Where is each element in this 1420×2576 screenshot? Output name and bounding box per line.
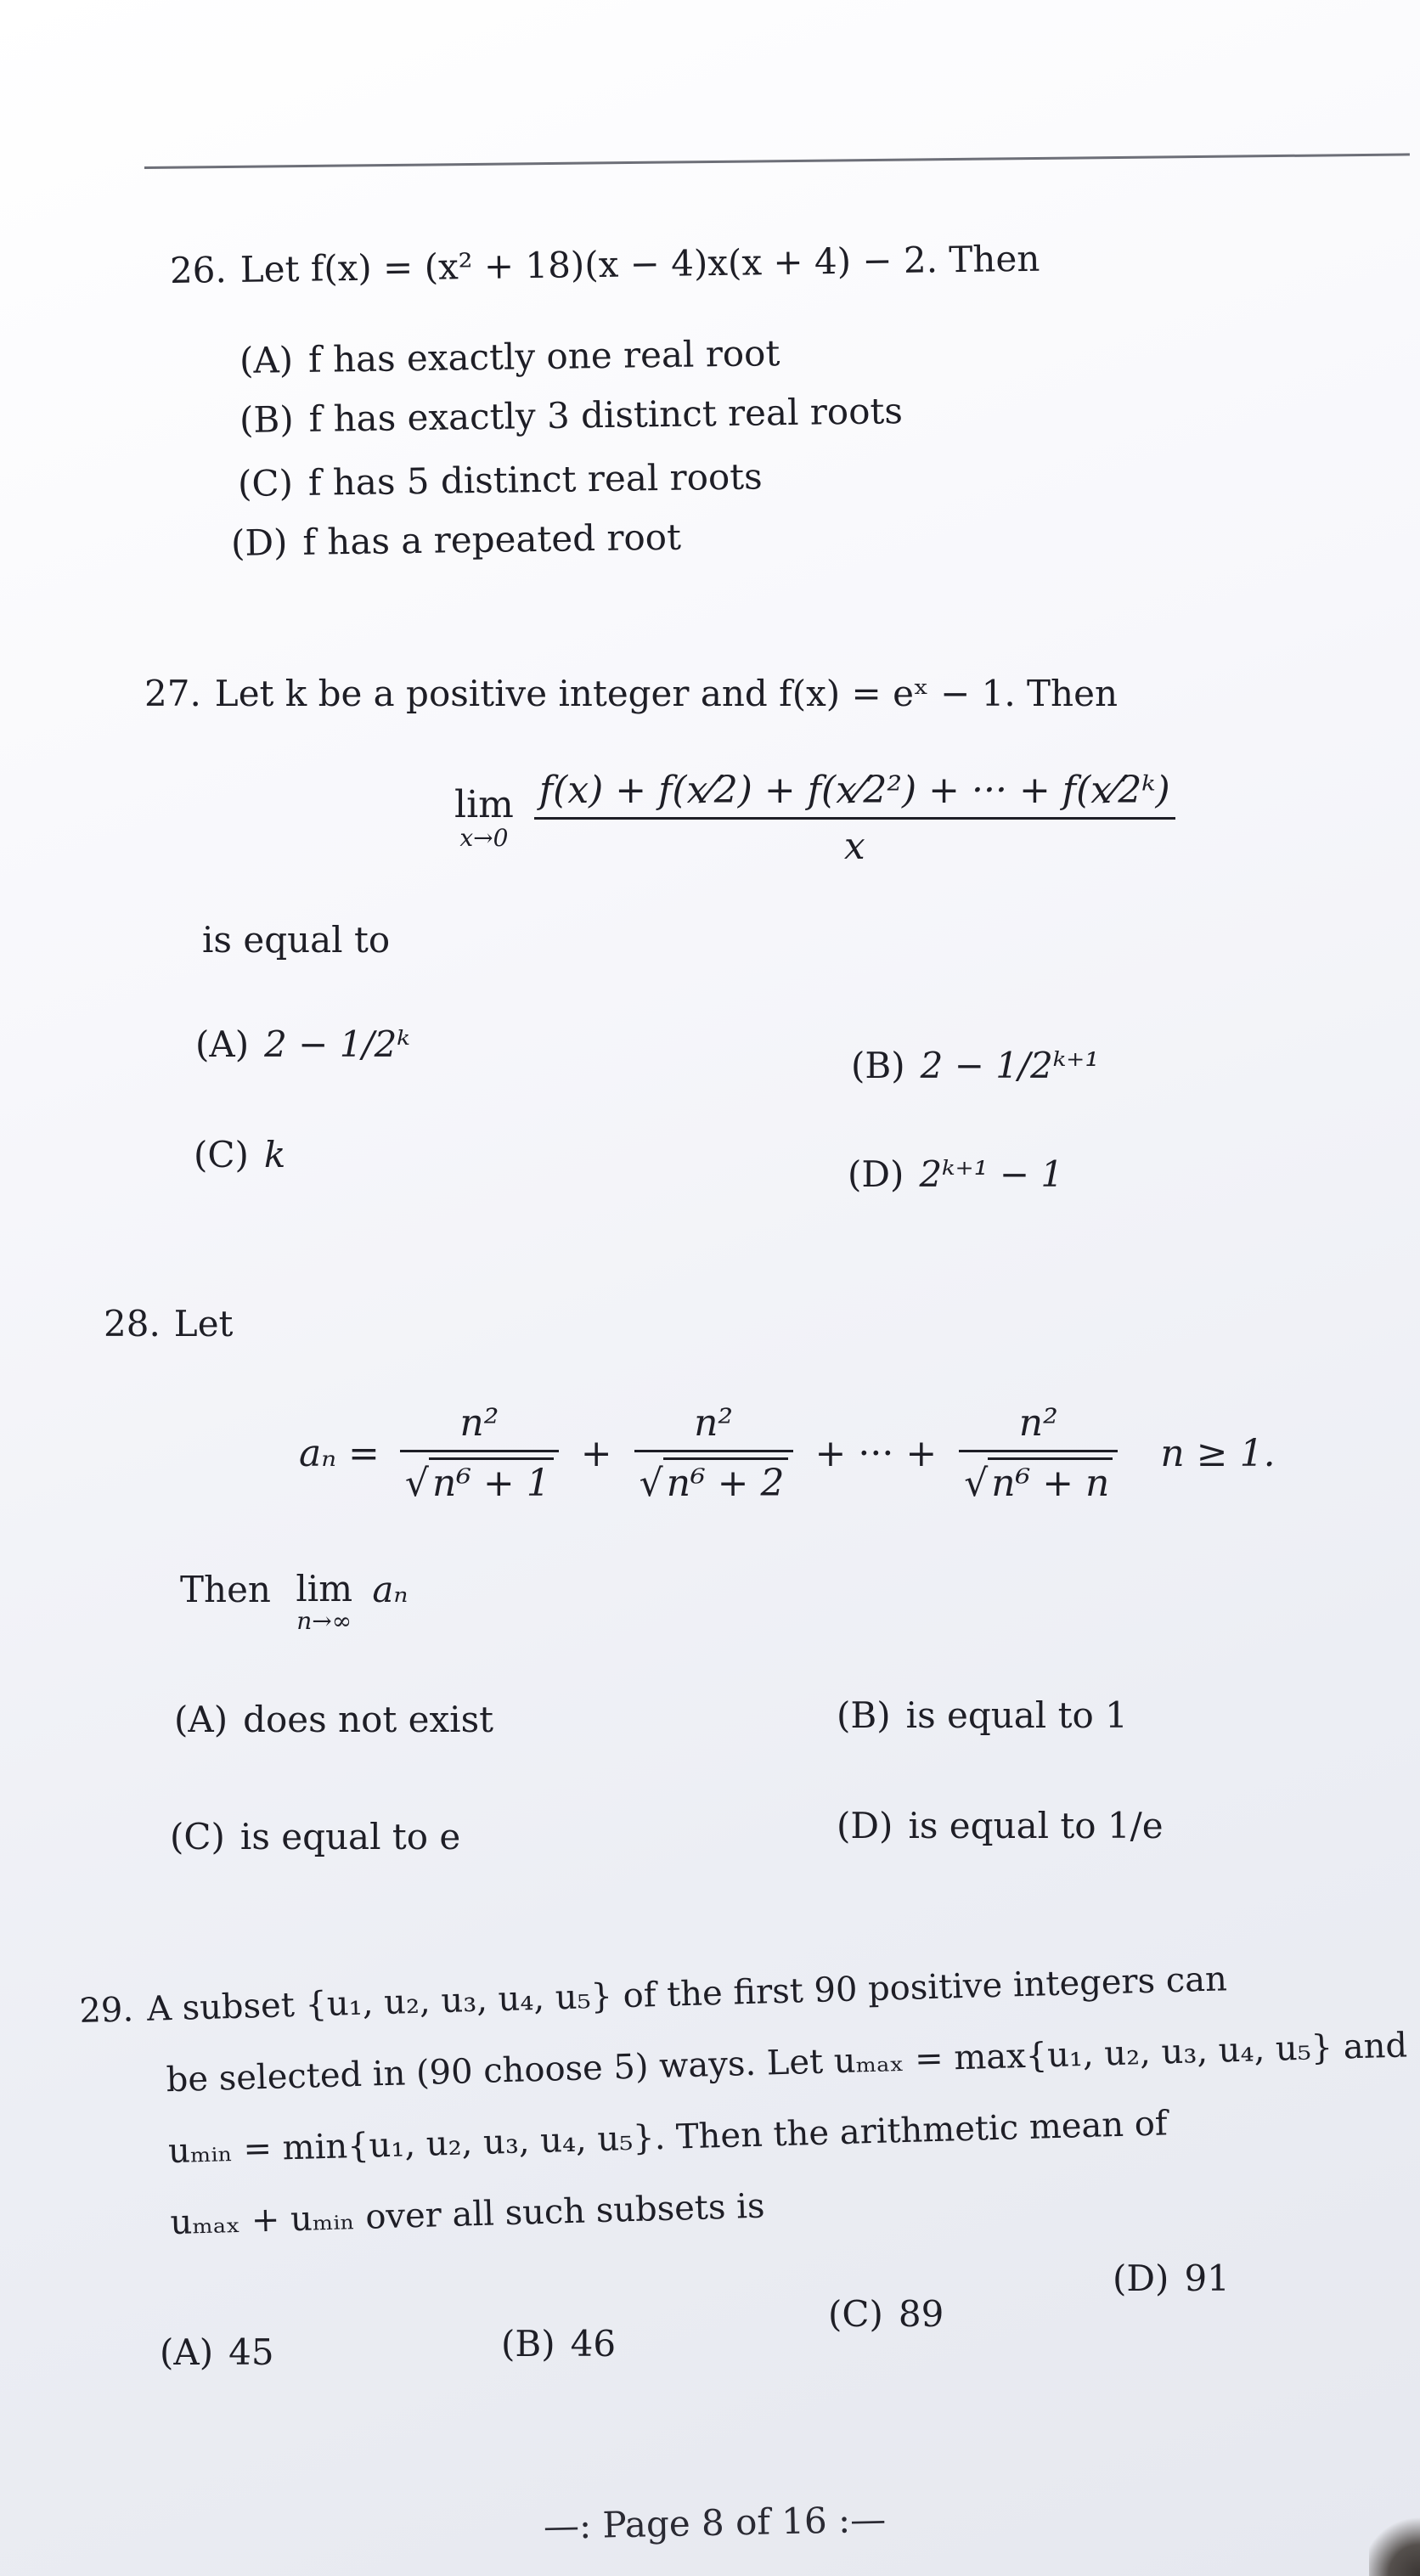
stem-line-2: be selected in (90 choose 5) ways. Let uₘₐₓ = max{u₁, u₂, u₃, u₄, u₅} and (166, 2026, 1408, 2100)
question-26-option-a (239, 332, 780, 381)
option-label: (A) (174, 1699, 228, 1740)
option-text: f has exactly one real root (307, 332, 780, 380)
plus-dots: + ··· + (814, 1431, 938, 1475)
question-27-option-c (194, 1134, 285, 1175)
term-radicand: n⁶ + 1 (429, 1457, 554, 1505)
stem-line-1 (79, 1954, 1406, 2031)
sequence-lhs: aₙ = (299, 1431, 380, 1475)
limit-operator (454, 782, 514, 853)
question-29-stem (79, 1954, 1412, 2244)
option-label: (D) (230, 521, 288, 564)
question-26-stem (170, 239, 1040, 292)
option-text: 2 − 1/2ᵏ⁺¹ (920, 1045, 1100, 1086)
question-28-limit-line (180, 1570, 408, 1635)
lim-subscript: x→0 (459, 824, 509, 853)
limit-operator (296, 1570, 352, 1635)
term-denominator: √n⁶ + 1 (400, 1450, 559, 1505)
term-radicand: n⁶ + n (988, 1457, 1113, 1505)
term-radicand: n⁶ + 2 (663, 1457, 788, 1505)
limit-fraction (534, 769, 1175, 868)
question-27-option-a (195, 1023, 410, 1065)
question-29-option-a (160, 2331, 274, 2373)
question-28-option-b (837, 1694, 1128, 1736)
question-29-option-c (828, 2293, 944, 2335)
option-text: k (263, 1134, 286, 1175)
option-label: (C) (194, 1134, 249, 1175)
term-denominator: √n⁶ + n (959, 1450, 1118, 1505)
option-text: does not exist (243, 1699, 494, 1740)
option-label: (A) (160, 2331, 214, 2373)
question-28-option-d (837, 1805, 1164, 1846)
question-26-option-b (239, 390, 904, 441)
option-text: is equal to 1 (905, 1694, 1128, 1736)
term-numerator: n² (694, 1401, 734, 1445)
question-text: Let (173, 1303, 234, 1344)
option-text: f has a repeated root (302, 516, 682, 563)
term-denominator: √n⁶ + 2 (634, 1450, 793, 1505)
question-number: 29. (78, 1990, 134, 2032)
option-label: (B) (239, 398, 294, 441)
lim-text: lim (296, 1568, 353, 1609)
stem-line-3: uₘᵢₙ = min{u₁, u₂, u₃, u₄, u₅}. Then the arithmetic mean of (167, 2104, 1169, 2172)
question-27-tail: is equal to (202, 919, 391, 961)
limit-argument: aₙ (372, 1569, 409, 1610)
question-28-sequence-definition (299, 1401, 1276, 1505)
option-label: (B) (851, 1045, 905, 1086)
option-label: (B) (501, 2323, 555, 2365)
term-numerator: n² (459, 1401, 499, 1445)
question-number: 28. (104, 1303, 161, 1344)
question-text: Let k be a positive integer and f(x) = eˣ − 1. Then (214, 673, 1119, 714)
question-28-option-c (170, 1816, 460, 1857)
fraction-denominator: x (534, 817, 1175, 868)
option-label: (C) (828, 2293, 883, 2335)
question-number: 26. (169, 249, 228, 291)
question-27-option-b (851, 1045, 1099, 1086)
option-text: 89 (898, 2293, 944, 2335)
question-number: 27. (144, 673, 201, 714)
question-27-option-d (848, 1153, 1063, 1195)
option-label: (C) (170, 1816, 225, 1857)
question-26-option-c (238, 455, 763, 504)
question-26-option-d (231, 516, 682, 564)
sequence-condition: n ≥ 1. (1160, 1431, 1276, 1475)
page-footer: —: Page 8 of 16 :— (543, 2498, 887, 2547)
term-numerator: n² (1018, 1401, 1058, 1445)
sequence-term-2 (634, 1401, 793, 1505)
question-text: Let f(x) = (x² + 18)(x − 4)x(x + 4) − 2. Then (239, 237, 1040, 290)
option-text: is equal to 1/e (908, 1805, 1164, 1846)
stem-text: A subset {u₁, u₂, u₃, u₄, u₅} of the first 90 positive integers can (146, 1959, 1228, 2029)
option-text: f has exactly 3 distinct real roots (308, 390, 904, 440)
question-27-limit-expression (454, 769, 1175, 868)
question-27-stem (144, 674, 1118, 714)
option-text: 2ᵏ⁺¹ − 1 (919, 1153, 1064, 1195)
stem-line-4: uₘₐₓ + uₘᵢₙ over all such subsets is (169, 2186, 766, 2243)
lim-subscript: n→∞ (296, 1607, 352, 1636)
option-label: (C) (237, 462, 294, 504)
option-label: (D) (837, 1805, 893, 1846)
header-rule (144, 153, 1410, 169)
option-label: (D) (848, 1153, 904, 1195)
option-label: (A) (239, 339, 294, 381)
option-label: (D) (1113, 2258, 1169, 2299)
sequence-term-n (959, 1401, 1118, 1505)
option-text: is equal to e (239, 1816, 461, 1857)
option-label: (B) (837, 1694, 891, 1736)
option-text: 46 (570, 2323, 617, 2365)
then-text: Then (180, 1569, 271, 1610)
option-label: (A) (195, 1023, 250, 1065)
option-text: 91 (1184, 2258, 1230, 2299)
sequence-term-1 (400, 1401, 559, 1505)
option-text: 2 − 1/2ᵏ (264, 1023, 410, 1065)
option-text: f has 5 distinct real roots (307, 455, 764, 504)
lim-text: lim (454, 782, 514, 826)
option-text: 45 (228, 2331, 274, 2373)
question-29-option-d (1113, 2258, 1230, 2299)
question-29-option-b (501, 2323, 616, 2365)
fraction-numerator: f(x) + f(x⁄2) + f(x⁄2²) + ··· + f(x⁄2ᵏ) (538, 769, 1170, 812)
plus-sign: + (580, 1431, 612, 1475)
question-28-stem (104, 1304, 233, 1344)
page-corner-shadow (1369, 2517, 1420, 2576)
question-28-option-a (174, 1699, 493, 1740)
